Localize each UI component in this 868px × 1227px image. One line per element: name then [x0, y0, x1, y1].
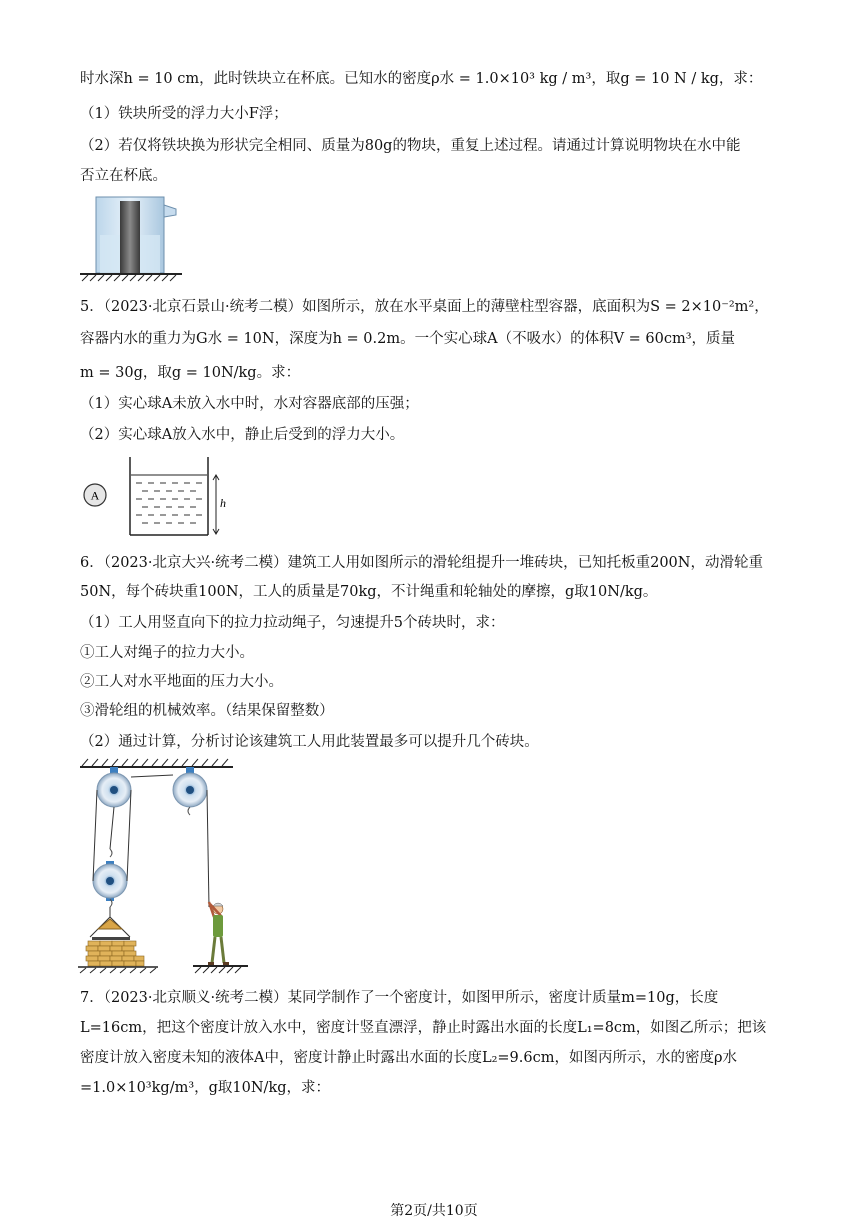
worker-figure: [208, 902, 229, 965]
problem6-question1-part3: ③滑轮组的机械效率。（结果保留整数）: [80, 703, 334, 719]
ball-a-label: A: [90, 488, 100, 503]
problem7-text-line3: 密度计放入密度未知的液体A中，密度计静止时露出水面的长度L₂=9.6cm，如图丙所示，水的密度ρ水: [80, 1050, 738, 1066]
depth-h-label: h: [220, 496, 226, 510]
problem4-question2-line1: （2）若仅将铁块换为形状完全相同、质量为80g的物块，重复上述过程。请通过计算说明物块在水中能: [80, 138, 741, 154]
problem4-question1: （1）铁块所受的浮力大小F浮；: [80, 106, 288, 122]
problem5-text-line3: m = 30g，取g = 10N/kg。求：: [80, 365, 301, 381]
problem4-question2-line2: 否立在杯底。: [80, 168, 167, 184]
problem5-text-line1: 5．（2023·北京石景山·统考二模）如图所示，放在水平桌面上的薄壁柱型容器，底面积为S = 2×10⁻²m²，: [80, 299, 769, 315]
problem7-text-line1: 7．（2023·北京顺义·统考二模）某同学制作了一个密度计，如图甲所示，密度计质量m=10g，长度: [80, 990, 719, 1006]
problem6-question1-part2: ②工人对水平地面的压力大小。: [80, 674, 283, 690]
problem6-text-line1: 6．（2023·北京大兴·统考二模）建筑工人用如图所示的滑轮组提升一堆砖块，已知托板重200N，动滑轮重: [80, 555, 763, 571]
problem6-question2: （2）通过计算，分析讨论该建筑工人用此装置最多可以提升几个砖块。: [80, 734, 539, 750]
container-and-ball-figure: [80, 455, 240, 540]
problem7-text-line2: L=16cm，把这个密度计放入水中，密度计竖直漂浮，静止时露出水面的长度L₁=8cm，如图乙所示；把该: [80, 1020, 767, 1036]
page-footer: 第2页/共10页: [390, 1203, 478, 1219]
cup-with-block-figure: [80, 195, 190, 283]
problem4-text-line1: 时水深h = 10 cm，此时铁块立在杯底。已知水的密度ρ水 = 1.0×10³ kg / m³，取g = 10 N / kg，求：: [80, 71, 763, 87]
pulley-system-figure: [78, 757, 253, 975]
problem5-text-line2: 容器内水的重力为G水 = 10N，深度为h = 0.2m。一个实心球A（不吸水）的体积V = 60cm³，质量: [80, 331, 736, 347]
problem6-text-line2: 50N，每个砖块重100N，工人的质量是70kg，不计绳重和轮轴处的摩擦，g取10N/kg。: [80, 584, 658, 600]
problem5-question2: （2）实心球A放入水中，静止后受到的浮力大小。: [80, 427, 405, 443]
problem7-text-line4: =1.0×10³kg/m³，g取10N/kg，求：: [80, 1080, 331, 1096]
problem6-question1: （1）工人用竖直向下的拉力拉动绳子，匀速提升5个砖块时，求：: [80, 615, 505, 631]
problem5-question1: （1）实心球A未放入水中时，水对容器底部的压强；: [80, 396, 419, 412]
problem6-question1-part1: ①工人对绳子的拉力大小。: [80, 645, 254, 661]
